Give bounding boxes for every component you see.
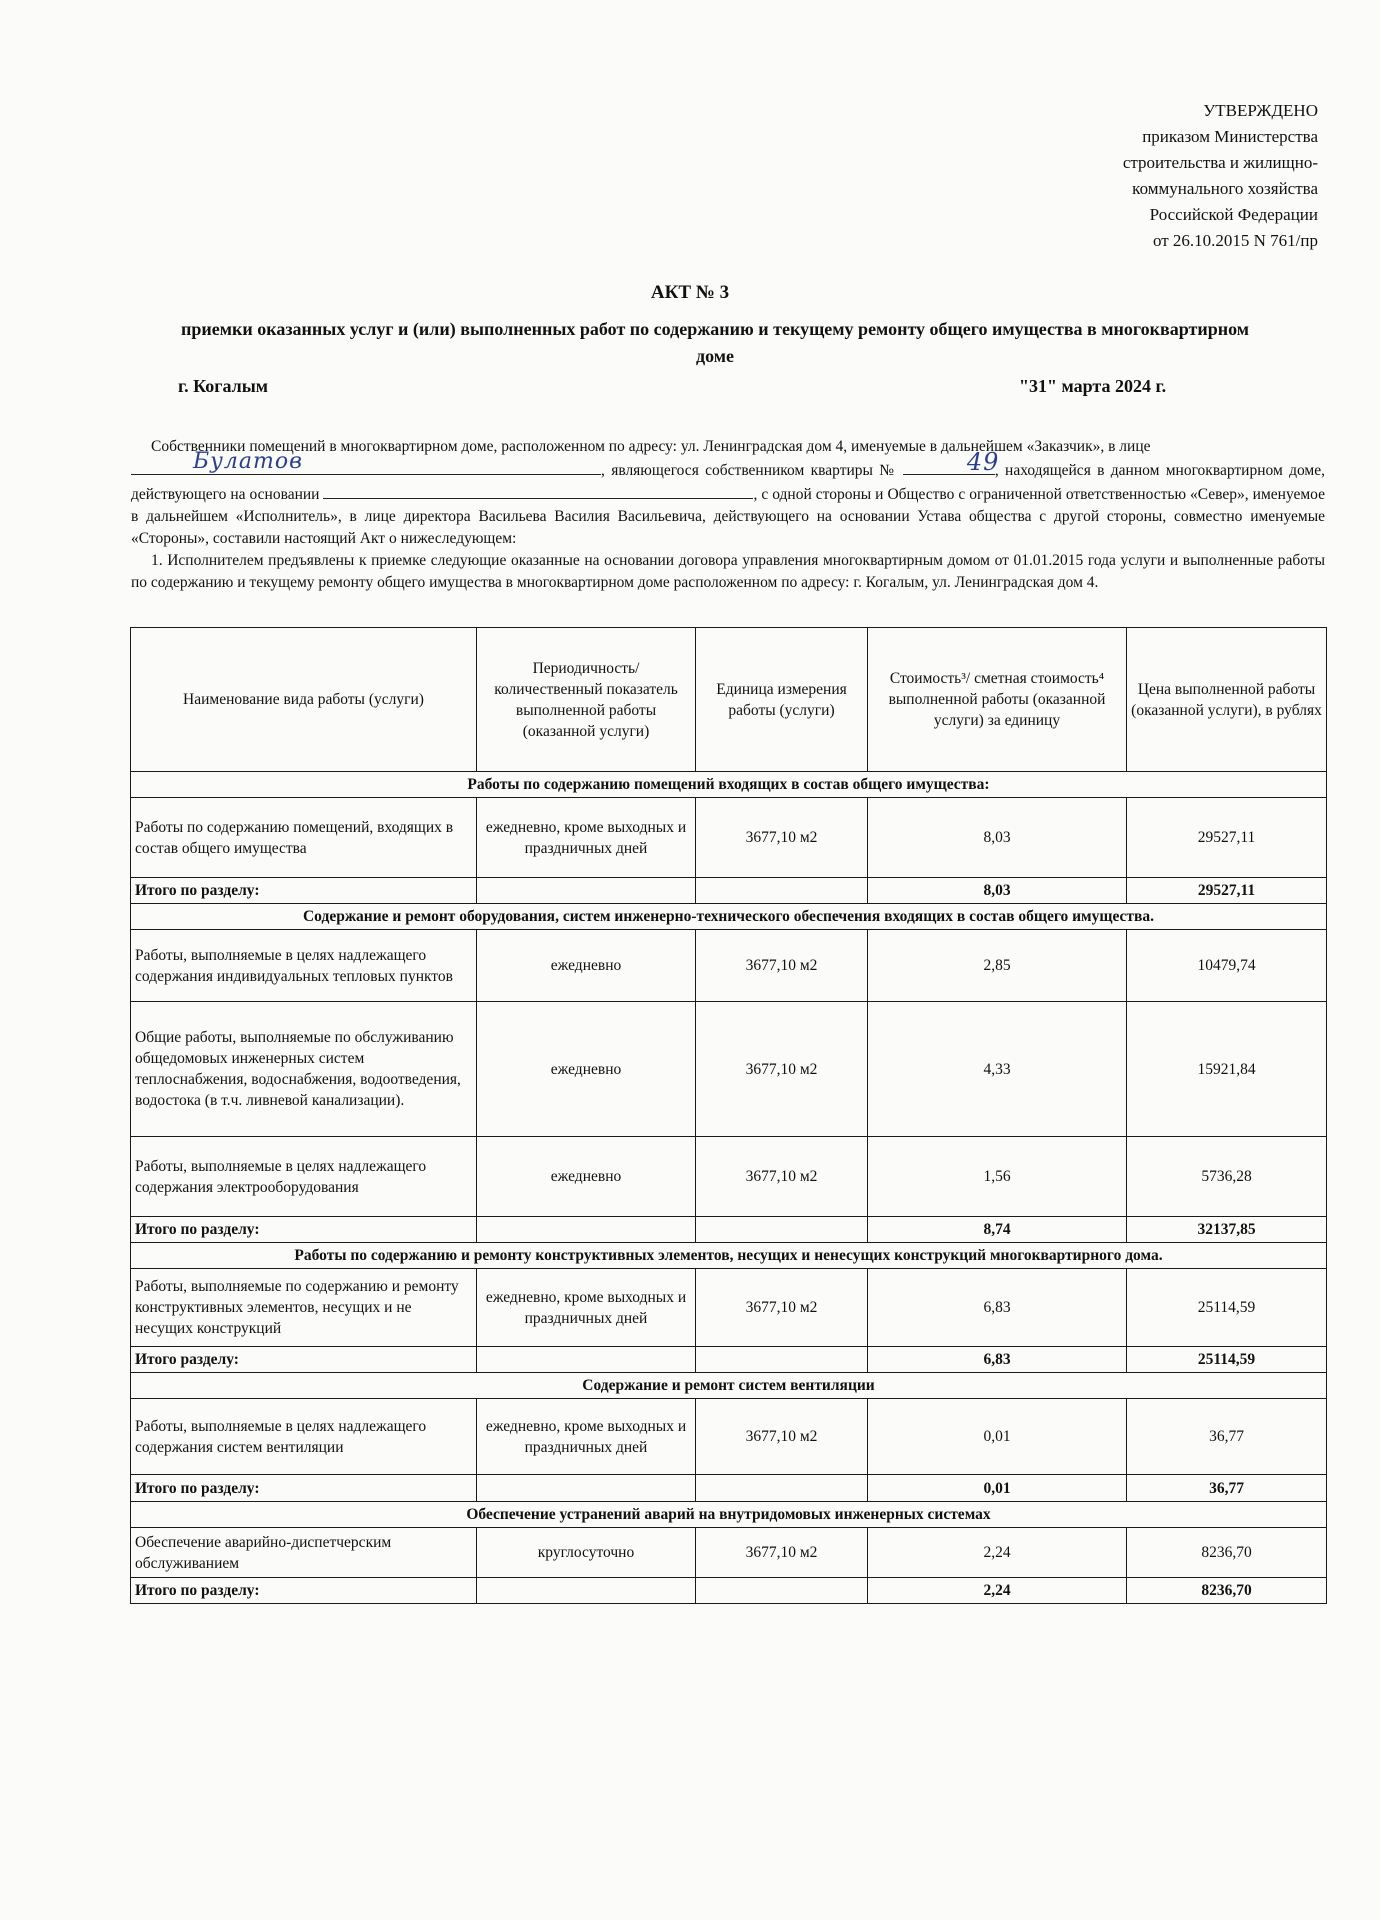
- header-cell: Цена выполненной работы (оказанной услуги), в рублях: [1127, 628, 1327, 772]
- total-cost: 2,24: [868, 1578, 1127, 1604]
- handwritten-apartment-number: 49: [966, 448, 1000, 476]
- section-row: [131, 904, 1327, 930]
- total-price: 29527,11: [1127, 878, 1327, 904]
- period-cell: круглосуточно: [477, 1528, 696, 1578]
- intro-paragraph-2: 1. Исполнителем предъявлены к приемке следующие оказанные на основании договора управления многоквартирным домом от 01.01.2015 года услуги и выполненные работы по содержанию и текущему ремонту общего имущества в многоквартирном доме расположенном по адресу: г. Когалым, ул. Ленинградская дом 4.: [131, 552, 1325, 591]
- approved-line: коммунального хозяйства: [1132, 179, 1318, 198]
- price-cell: 10479,74: [1127, 930, 1327, 1002]
- empty-cell: [696, 1347, 868, 1373]
- work-name-cell: Работы, выполняемые в целях надлежащего содержания индивидуальных тепловых пунктов: [131, 930, 477, 1002]
- document-title: АКТ № 3: [650, 282, 730, 303]
- header-cell: Единица измерения работы (услуги): [696, 628, 868, 772]
- table-header-row: [131, 628, 1327, 772]
- total-label: Итого по разделу:: [131, 1475, 477, 1502]
- intro-part-4: , с одной стороны и Общество с ограниченной ответственностью «Север», именуемое в дальнейшем «Исполнитель», в лице директора Васильева Василия Васильевича, действующего на основании Устава общества с другой стороны, совместно именуемые «Стороны», составили настоящий Акт о нижеследующем:: [131, 486, 1325, 547]
- price-cell: 8236,70: [1127, 1528, 1327, 1578]
- table-row: [131, 1002, 1327, 1137]
- total-cost: 0,01: [868, 1475, 1127, 1502]
- cost-cell: 2,85: [868, 930, 1127, 1002]
- work-name-cell: Работы, выполняемые в целях надлежащего содержания электрооборудования: [131, 1137, 477, 1217]
- section-title: Работы по содержанию и ремонту конструктивных элементов, несущих и ненесущих конструкций многоквартирного дома.: [131, 1243, 1327, 1269]
- approved-line: от 26.10.2015 N 761/пр: [1152, 231, 1318, 250]
- total-price: 8236,70: [1127, 1578, 1327, 1604]
- approved-line: Российской Федерации: [1149, 205, 1318, 224]
- total-label: Итого разделу:: [131, 1347, 477, 1373]
- work-name-cell: Общие работы, выполняемые по обслуживанию общедомовых инженерных систем теплоснабжения, водоснабжения, водоотведения, водостока (в т.ч. ливневой канализации).: [131, 1002, 477, 1137]
- total-label: Итого по разделу:: [131, 878, 477, 904]
- empty-cell: [477, 1475, 696, 1502]
- section-total-row: [131, 1217, 1327, 1243]
- approved-line: строительства и жилищно-: [1122, 153, 1318, 172]
- total-label: Итого по разделу:: [131, 1217, 477, 1243]
- header-cell: Стоимость³/ сметная стоимость⁴ выполненной работы (оказанной услуги) за единицу: [868, 628, 1127, 772]
- empty-cell: [477, 1347, 696, 1373]
- table-row: [131, 930, 1327, 1002]
- section-total-row: [131, 1475, 1327, 1502]
- approved-line: УТВЕРЖДЕНО: [1203, 101, 1318, 120]
- header-cell: Периодичность/ количественный показатель выполненной работы (оказанной услуги): [477, 628, 696, 772]
- period-cell: ежедневно, кроме выходных и праздничных дней: [477, 798, 696, 878]
- cost-cell: 6,83: [868, 1269, 1127, 1347]
- price-cell: 5736,28: [1127, 1137, 1327, 1217]
- unit-cell: 3677,10 м2: [696, 930, 868, 1002]
- cost-cell: 2,24: [868, 1528, 1127, 1578]
- section-row: [131, 1373, 1327, 1399]
- table-row: [131, 1528, 1327, 1578]
- total-cost: 6,83: [868, 1347, 1127, 1373]
- apartment-number-blank: [903, 448, 1000, 476]
- intro-part-2: , являющегося собственником квартиры №: [601, 462, 897, 479]
- section-row: [131, 1243, 1327, 1269]
- section-title: Содержание и ремонт оборудования, систем инженерно-технического обеспечения входящих в состав общего имущества.: [131, 904, 1327, 930]
- price-cell: 36,77: [1127, 1399, 1327, 1475]
- work-name-cell: Работы по содержанию помещений, входящих в состав общего имущества: [131, 798, 477, 878]
- total-price: 36,77: [1127, 1475, 1327, 1502]
- document-date: "31" марта 2024 г.: [1019, 376, 1167, 396]
- total-cost: 8,74: [868, 1217, 1127, 1243]
- price-cell: 15921,84: [1127, 1002, 1327, 1137]
- empty-cell: [696, 1217, 868, 1243]
- table-row: [131, 798, 1327, 878]
- work-name-cell: Работы, выполняемые в целях надлежащего содержания систем вентиляции: [131, 1399, 477, 1475]
- work-name-cell: Работы, выполняемые по содержанию и ремонту конструктивных элементов, несущих и не несущих конструкций: [131, 1269, 477, 1347]
- empty-cell: [477, 1578, 696, 1604]
- cost-cell: 4,33: [868, 1002, 1127, 1137]
- document-subtitle: приемки оказанных услуг и (или) выполненных работ по содержанию и текущему ремонту общего имущества в многоквартирном доме: [180, 319, 1250, 366]
- empty-cell: [696, 878, 868, 904]
- cost-cell: 0,01: [868, 1399, 1127, 1475]
- unit-cell: 3677,10 м2: [696, 1528, 868, 1578]
- intro-part-1: Собственники помещений в многоквартирном доме, расположенном по адресу: ул. Ленинградская дом 4, именуемые в дальнейшем «Заказчик», в лице: [151, 438, 1151, 455]
- basis-blank: [323, 482, 753, 499]
- cost-cell: 8,03: [868, 798, 1127, 878]
- intro-part-3: , находящейся в данном многоквартирном доме, действующего на основании: [131, 462, 1325, 503]
- section-total-row: [131, 878, 1327, 904]
- period-cell: ежедневно: [477, 1137, 696, 1217]
- section-row: [131, 1502, 1327, 1528]
- intro-text: [131, 436, 1325, 594]
- unit-cell: 3677,10 м2: [696, 1137, 868, 1217]
- period-cell: ежедневно: [477, 930, 696, 1002]
- header-cell: Наименование вида работы (услуги): [131, 628, 477, 772]
- empty-cell: [477, 878, 696, 904]
- section-title: Обеспечение устранений аварий на внутридомовых инженерных системах: [131, 1502, 1327, 1528]
- section-row: [131, 772, 1327, 798]
- table-row: [131, 1137, 1327, 1217]
- work-name-cell: Обеспечение аварийно-диспетчерским обслуживанием: [131, 1528, 477, 1578]
- total-price: 32137,85: [1127, 1217, 1327, 1243]
- empty-cell: [696, 1578, 868, 1604]
- section-title: Содержание и ремонт систем вентиляции: [131, 1373, 1327, 1399]
- owner-name-blank: [131, 449, 601, 475]
- section-title: Работы по содержанию помещений входящих в состав общего имущества:: [131, 772, 1327, 798]
- cost-cell: 1,56: [868, 1137, 1127, 1217]
- section-total-row: [131, 1347, 1327, 1373]
- section-total-row: [131, 1578, 1327, 1604]
- period-cell: ежедневно, кроме выходных и праздничных дней: [477, 1269, 696, 1347]
- price-cell: 29527,11: [1127, 798, 1327, 878]
- unit-cell: 3677,10 м2: [696, 798, 868, 878]
- unit-cell: 3677,10 м2: [696, 1002, 868, 1137]
- total-cost: 8,03: [868, 878, 1127, 904]
- empty-cell: [696, 1475, 868, 1502]
- services-table: [130, 627, 1327, 1604]
- empty-cell: [477, 1217, 696, 1243]
- handwritten-owner-name: Булатов: [193, 449, 303, 474]
- table-row: [131, 1399, 1327, 1475]
- approval-stamp-text: [988, 98, 1318, 254]
- period-cell: ежедневно: [477, 1002, 696, 1137]
- city: г. Когалым: [178, 376, 269, 396]
- total-label: Итого по разделу:: [131, 1578, 477, 1604]
- price-cell: 25114,59: [1127, 1269, 1327, 1347]
- total-price: 25114,59: [1127, 1347, 1327, 1373]
- approved-line: приказом Министерства: [1142, 127, 1318, 146]
- period-cell: ежедневно, кроме выходных и праздничных дней: [477, 1399, 696, 1475]
- table-row: [131, 1269, 1327, 1347]
- unit-cell: 3677,10 м2: [696, 1399, 868, 1475]
- unit-cell: 3677,10 м2: [696, 1269, 868, 1347]
